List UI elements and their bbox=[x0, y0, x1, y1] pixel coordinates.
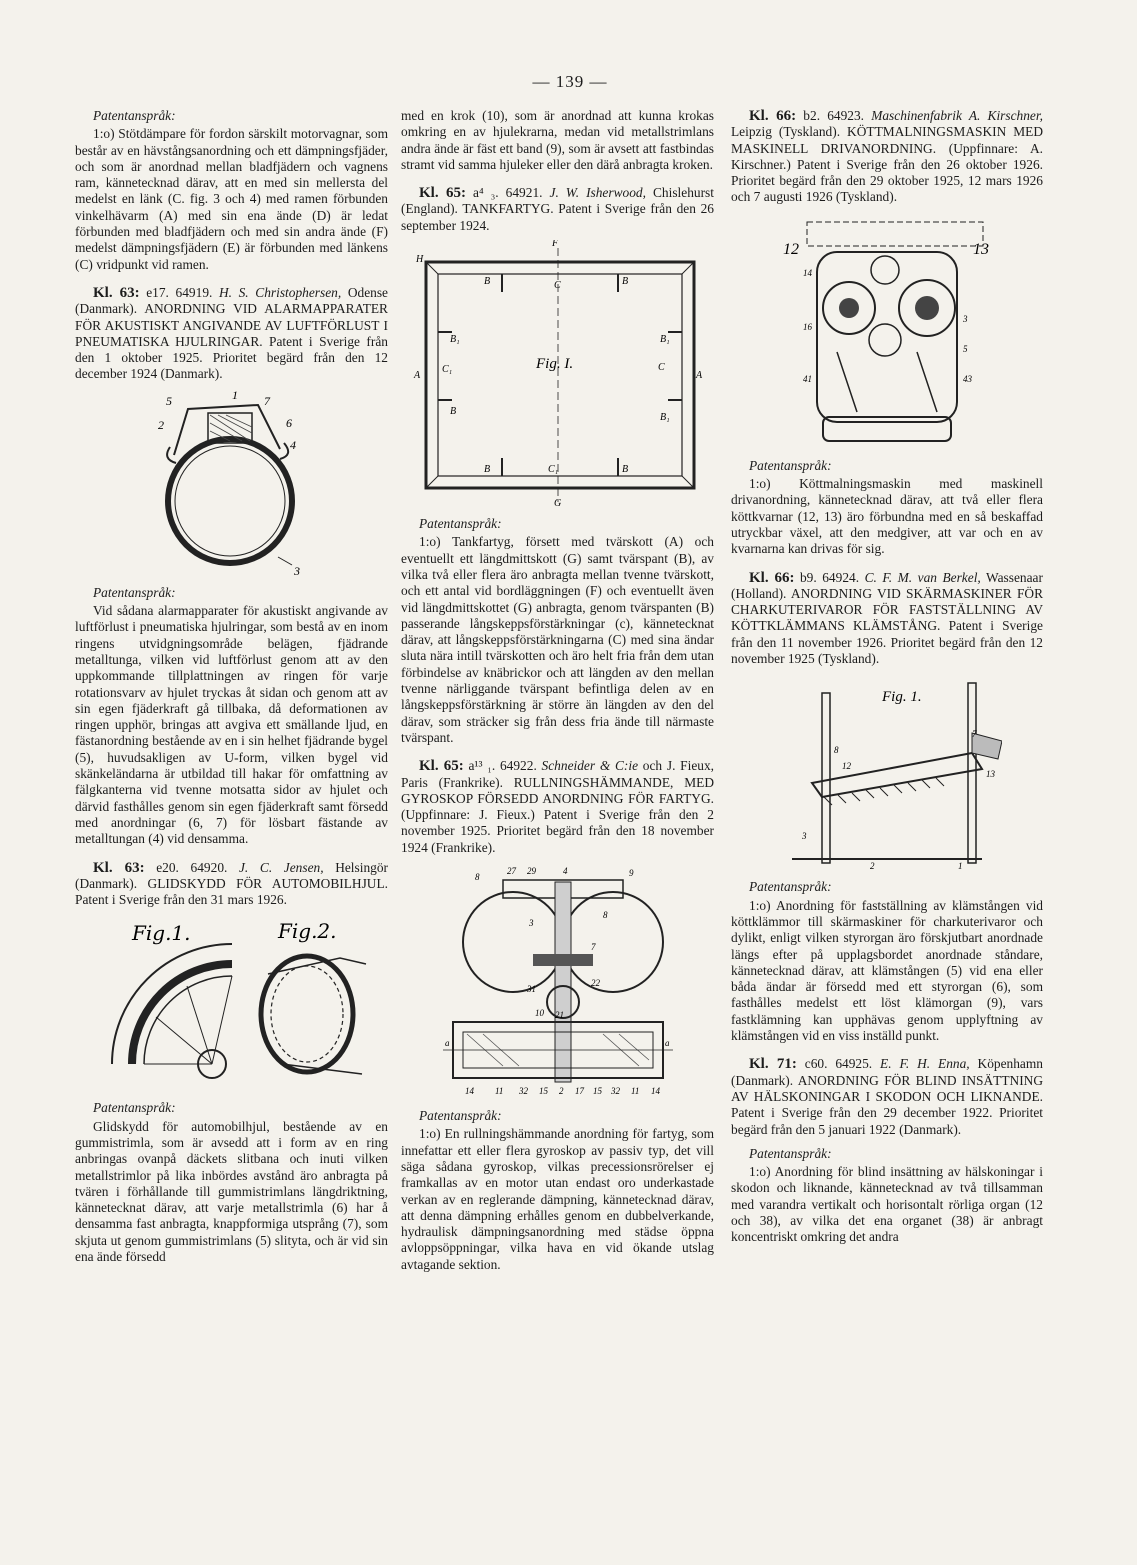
fig-label: 8 bbox=[834, 745, 839, 756]
fig-label: 7 bbox=[263, 393, 270, 408]
patent-number: 64924. bbox=[822, 569, 860, 585]
claim-text: 1:o) Anordning för blind insättning av hälskoningar i skodon och liknande, kännetecknad av två tillsamman med varandra vertikalt och horisontalt rörliga organ (12 och 38), av vilka det ena organet (38) är anbragt koncentriskt omkring det andra bbox=[731, 1164, 1043, 1245]
fig-label: 22 bbox=[590, 978, 600, 989]
fig-label: 3 bbox=[963, 313, 968, 324]
patent-number: 64921. bbox=[505, 185, 543, 201]
patent-text: Wassenaar (Holland). ANORDNING VID SKÄRMASKINER FÖR CHARKUTERIVAROR FÖR FASTSTÄLLNING AV KÖTTKLÄMMANS KLÄMSTÅNG. Patent i Sverige från den 11 november 1926. Prioritet begärd från den 12 november 1925 (Tyskland). bbox=[731, 569, 1043, 667]
fig-label: H bbox=[415, 254, 423, 266]
fig-label: B bbox=[483, 276, 490, 288]
claim-text: 1:o) Anordning för fastställning av klämstången vid köttklämmor till skärmaskiner för charkuterivaror och dylikt, enligt vilken styrorgan äro förskjutbart anordnade längs efter på upplagsbordet anordnade ståndare, kännetecknad därav, att klämstången (5) vid ena eller båda ändar är försedd med ett styrorgan (6), som fasthålles medelst ett löst klämorgan (9), vars fastklämning kan upphävas genom upplyftning av klämstången vid en viss inställd punkt. bbox=[731, 897, 1043, 1044]
class-label: Kl. 63: bbox=[93, 859, 145, 876]
class-code: c60. bbox=[804, 1056, 828, 1072]
claim-label: Patentanspråk: bbox=[93, 108, 176, 123]
applicant-name: Schneider & C:ie bbox=[541, 758, 639, 774]
fig-label: A bbox=[695, 370, 702, 382]
fig-label: 15 bbox=[538, 1086, 548, 1097]
class-label: Kl. 66: bbox=[749, 108, 797, 124]
claim-label: Patentanspråk: bbox=[419, 1108, 502, 1124]
class-label: Kl. 71: bbox=[749, 1056, 797, 1073]
patent-number: 64925. bbox=[835, 1056, 873, 1072]
fig-label: B₁ bbox=[659, 412, 670, 424]
fig-label: 14 bbox=[464, 1086, 474, 1097]
fig-label: 43 bbox=[963, 373, 972, 384]
fig-label: 17 bbox=[574, 1086, 584, 1097]
fig-caption: Fig. 1. bbox=[882, 689, 922, 706]
fig-label: 3 bbox=[293, 563, 300, 578]
fig-label: B₁ bbox=[659, 334, 670, 346]
fig-label: 5 bbox=[165, 393, 172, 408]
fig-label: 7 bbox=[590, 942, 595, 953]
claim-label: Patentanspråk: bbox=[93, 584, 176, 600]
fig-label: B bbox=[483, 464, 490, 476]
fig-label: 32 bbox=[610, 1086, 620, 1097]
class-code: a⁴ ₃. bbox=[473, 185, 499, 201]
fig-label: 32 bbox=[518, 1086, 528, 1097]
class-label: Kl. 65: bbox=[419, 185, 466, 202]
fig-label: 14 bbox=[650, 1086, 660, 1097]
fig-caption: Fig. I. bbox=[535, 356, 573, 373]
fig-caption: Fig.2. bbox=[277, 919, 337, 944]
fig-label: 1 bbox=[958, 861, 963, 872]
fig-label: C₁ bbox=[441, 364, 452, 376]
figure-wheel-antiskid bbox=[82, 914, 382, 1094]
patent-entry-header bbox=[731, 570, 1043, 668]
fig-label: 31 bbox=[526, 984, 536, 995]
applicant-name: Maschinenfabrik A. Kirschner, bbox=[871, 108, 1043, 123]
fig-label: a bbox=[444, 1038, 449, 1049]
fig-label: 4 bbox=[289, 437, 296, 452]
figure-tyre-ring bbox=[152, 389, 312, 579]
figure-meat-grinder bbox=[777, 212, 997, 452]
fig-label: 11 bbox=[494, 1086, 503, 1097]
fig-label: 5 bbox=[963, 343, 968, 354]
class-code: b9. bbox=[799, 569, 817, 585]
patent-text: och J. Fieux, Paris (Frankrike). RULLNINGSHÄMMANDE, MED GYROSKOP FÖRSEDD ANORDNING FÖR FARTYG. (Uppfinnare: J. Fieux.) Patent i Sverige från den 2 november 1925. Prioritet begärd från den 18 november 1924 (Frankrike). bbox=[401, 758, 715, 855]
fig-label: 3 bbox=[802, 831, 807, 842]
fig-label: 1 bbox=[231, 388, 238, 402]
claim-label: Patentanspråk: bbox=[93, 1100, 176, 1116]
fig-label: B bbox=[621, 464, 628, 476]
applicant-name: C. F. M. van Berkel, bbox=[864, 569, 981, 585]
claim-label: Patentanspråk: bbox=[749, 879, 832, 895]
fig-label: 2 bbox=[870, 861, 875, 872]
patent-entry-header bbox=[75, 285, 388, 383]
fig-label: F bbox=[551, 240, 558, 250]
fig-label: 2 bbox=[157, 417, 164, 432]
fig-label: C bbox=[553, 280, 561, 292]
applicant-name: J. W. Isherwood, bbox=[549, 185, 646, 201]
fig-label: 14 bbox=[803, 267, 812, 278]
patent-number: 64923. bbox=[827, 108, 865, 123]
applicant-name: J. C. Jensen, bbox=[238, 859, 324, 875]
class-label: Kl. 65: bbox=[419, 758, 464, 775]
fig-label: a bbox=[664, 1038, 669, 1049]
fig-label: 29 bbox=[526, 866, 536, 877]
claim-label: Patentanspråk: bbox=[419, 516, 502, 532]
class-label: Kl. 66: bbox=[749, 569, 795, 586]
figure-meat-clamp bbox=[772, 673, 1002, 873]
patent-entry-header bbox=[401, 758, 714, 856]
class-label: Kl. 63: bbox=[93, 284, 140, 301]
fig-label: 27 bbox=[506, 866, 516, 877]
column-2 bbox=[401, 108, 714, 1273]
applicant-name: H. S. Christophersen, bbox=[218, 284, 342, 300]
figure-tank-ship bbox=[408, 240, 708, 510]
fig-label: 2 bbox=[558, 1086, 563, 1097]
fig-label: 16 bbox=[803, 321, 812, 332]
fig-label: 9 bbox=[628, 868, 633, 879]
fig-label: 41 bbox=[803, 373, 812, 384]
patent-entry-header bbox=[75, 860, 388, 909]
fig-label: C bbox=[657, 362, 665, 374]
class-code: a¹³ ₁. bbox=[468, 758, 496, 774]
applicant-name: E. F. H. Enna, bbox=[880, 1056, 970, 1072]
fig-label: 8 bbox=[474, 872, 479, 883]
fig-caption: Fig.1. bbox=[131, 921, 191, 946]
patent-number: 64920. bbox=[190, 859, 228, 875]
fig-label: C₁ bbox=[547, 464, 558, 476]
patent-text: Helsingör (Danmark). GLIDSKYDD FÖR AUTOMOBILHJUL. Patent i Sverige från den 31 mars 1926. bbox=[75, 859, 388, 908]
column-3 bbox=[731, 108, 1043, 1246]
claim-text: 1:o) Köttmalningsmaskin med maskinell drivanordning, kännetecknad därav, att två eller flera köttkvarnar (12, 13) äro förbundna med en så beskaffad utryckbar växel, att den medgiver, att var och en av kvarnarna kan drivas för sig. bbox=[731, 476, 1043, 557]
class-code: b2. bbox=[803, 108, 821, 123]
patent-entry-header bbox=[401, 185, 714, 234]
fig-label: 6 bbox=[285, 415, 292, 430]
claim-text: Glidskydd för automobilhjul, bestående av en gummistrimla, som är avsedd att i form av en ring anbringas ovanpå däckets slitbana och inuti vilken metallstrimlor på lika inbördes avstånd äro anbragta på tvären i förhållande till gummistrimlans längdriktning, kännetecknat därav, att varje metallstrimla (6) har å densamma fast anbragta, knappformiga utsprång (7), som skjuta ut genom gummistrimlans (5) slityta, och är vid sin ena ände försedd bbox=[75, 1118, 388, 1265]
fig-label: G bbox=[553, 498, 561, 510]
claim-text-continued: med en krok (10), som är anordnad att kunna krokas omkring en av hjulekrarna, medan vid metallstrimlans andra ände är fäst ett band (9), som är avsett att fastbindas stramt vid samma hjuleker eller den därå anbragta kroken. bbox=[401, 108, 714, 172]
fig-label: 3 bbox=[528, 918, 533, 929]
claim-text: 1:o) Tankfartyg, försett med tvärskott (A) och eventuellt ett längdmittskott (G) samt tvärspant (B), av vilka två eller flera äro anbragta mellan tvenne tvärskott, och ett antal vid bordläggningen (F) och eventuellt även vid längdmittskottet (G) anbragta, genom tvärspanten (B) passerande långskeppsförstärkningar (c), kännetecknat därav, att långskeppsförstärkningarna (C) med sina ändar sluta nära intill tvärskotten och äro helt fria från dem utan förbindelse av knäbrickor och att längden av den mellan tvenne närliggande tvärspant befintliga delen av en långskeppsförstärkning är större än längden av den del därav, som sträcker sig från dess fria ände till närmaste tvärspant. bbox=[401, 534, 714, 745]
patent-number: 64922. bbox=[499, 758, 537, 774]
fig-label: 10 bbox=[534, 1008, 544, 1019]
fig-label: 21 bbox=[554, 1010, 564, 1021]
patent-entry-header bbox=[731, 1056, 1043, 1137]
column-1 bbox=[75, 108, 388, 1265]
fig-label: 11 bbox=[630, 1086, 639, 1097]
class-code: e20. bbox=[156, 859, 179, 875]
claim-text: 1:o) En rullningshämmande anordning för fartyg, som innefattar ett eller flera gyroskop av passiv typ, det vill säga sådana gyroskop, vilkas precessionsrörelser ej framkallas av en motor utan endast oro underkastade verkan av en reglerande dämpning, kännetecknad därav, att denna dämpning erhålles genom en dubbelverkande, hydraulisk dämpningsanordning med städse öppna avloppsöppningar, vilka hava en vid ökande utslag avtagande sektion. bbox=[401, 1126, 714, 1272]
figure-gyroscope bbox=[443, 862, 673, 1102]
fig-label: 12 bbox=[783, 240, 799, 258]
claim-text: Vid sådana alarmapparater för akustiskt angivande av luftförlust i pneumatiska hjulringar, som bestå av en inom ringens utvidgningsområde belägen, fjädrande metalltunga, vilken vid luftförlust genom att av den uppkommande tillplattningen av ringen för varje rotationsvarv av hjulet tryckas åt sidan och genom att av sin egen fjäderkraft gå tillbaka, då deformationen av ringen upphör, bringas att avgiva ett smällande ljud, en fästanordning bestående av en i sin helhet fjädrande bygel (5), huvudsakligen av U-form, vilken bygel vid skänkeländarna är utbildad till hakar för omfattning av fälgkanterna vid tvenne motsatta sidor av hjulet och därvid fasthålles genom sin egen fjäderkraft samt försedd med anordningar (6, 7) för lösbart fästande av metalltungan (4) vid densamma. bbox=[75, 603, 388, 847]
fig-label: B₁ bbox=[449, 334, 460, 346]
patent-text: Odense (Danmark). ANORDNING VID ALARMAPPARATER FÖR AKUSTISKT ANGIVANDE AV LUFTFÖRLUST I PNEUMATISKA HJULRINGAR. Patent i Sverige från den 1 oktober 1925. Prioritet begärd från den 12 december 1924 (Danmark). bbox=[75, 284, 388, 382]
fig-label: 13 bbox=[986, 769, 995, 780]
patent-entry-header bbox=[731, 108, 1043, 206]
patent-text: Leipzig (Tyskland). KÖTTMALNINGSMASKIN MED MASKINELL DRIVANORDNING. (Uppfinnare: A. Kirschner.) Patent i Sverige från den 26 oktober 1926. Prioritet begärd från den 29 oktober 1925, 12 mars 1926 och 7 augusti 1926 (Tyskland). bbox=[731, 124, 1043, 205]
fig-label: B bbox=[449, 406, 456, 418]
class-code: e17. bbox=[146, 284, 169, 300]
fig-label: 4 bbox=[562, 866, 567, 877]
fig-label: 8 bbox=[602, 910, 607, 921]
patent-text: Chislehurst (England). TANKFARTYG. Patent i Sverige från den 26 september 1924. bbox=[401, 185, 714, 233]
fig-label: A bbox=[413, 370, 420, 382]
claim-label: Patentanspråk: bbox=[749, 457, 832, 473]
fig-label: 15 bbox=[592, 1086, 602, 1097]
page-number: — 139 — bbox=[532, 72, 608, 91]
patent-text: Köpenhamn (Danmark). ANORDNING FÖR BLIND INSÄTTNING AV HÄLSKONINGAR I SKODON OCH LIKNANDE. Patent i Sverige från den 29 december 1922. Prioritet begärd från den 5 januari 1922 (Danmark). bbox=[731, 1056, 1043, 1137]
fig-label: 7 bbox=[972, 729, 977, 740]
fig-label: 13 bbox=[973, 240, 989, 258]
claim-label: Patentanspråk: bbox=[749, 1145, 832, 1161]
fig-label: 12 bbox=[842, 761, 851, 772]
patent-number: 64919. bbox=[175, 284, 213, 300]
fig-label: B bbox=[621, 276, 628, 288]
claim-text: 1:o) Stötdämpare för fordon särskilt motorvagnar, som består av en hävstångsanordning och ett dämpningsfjäder, och som är anordnad mellan bladfjädern och vagnens ram, kännetecknad därav, att en med sin mellersta del medelst en länk (C. fig. 3 och 4) med ramen förbunden vinkelhävarm (A) med sin ena ände (D) är ledat förbunden med bladfjädern och med sin andra ände (F) medelst dämpningsfjädern (E) är förbunden med länkens (C) vridpunkt vid ramen. bbox=[75, 126, 388, 272]
